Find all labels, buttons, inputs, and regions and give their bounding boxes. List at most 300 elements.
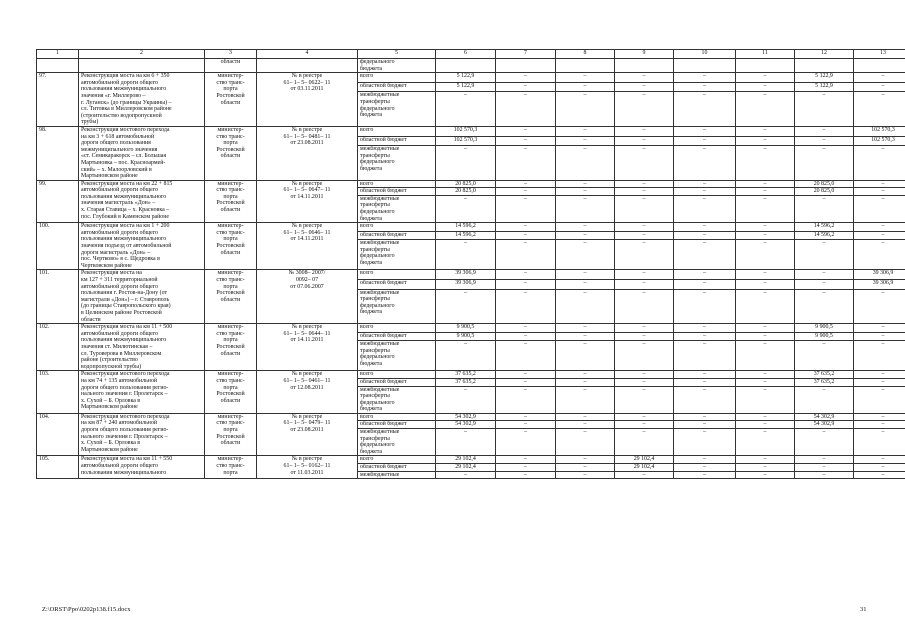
- executor-cell: министер- ство транс- порта Ростовской области: [205, 73, 257, 127]
- value-cell: –: [556, 92, 615, 127]
- value-cell: [556, 59, 615, 73]
- object-name-cell: Реконструкция моста на км 127 + 311 территориальной автомобильной дороги общего пользования г. Ростов-на-Дону (от магистрали «Дон») – г. Ставрополь (до границы Ставропольского края) в Целинском районе Ростовской области: [79, 270, 205, 324]
- value-cell: [795, 59, 854, 73]
- value-cell: –: [736, 324, 795, 332]
- value-cell: –: [736, 126, 795, 136]
- footer-page-number: 31: [860, 606, 867, 613]
- funding-type-cell: межбюджетные трансферты федерального бюджета: [358, 240, 436, 270]
- value-cell: –: [556, 73, 615, 83]
- value-cell: 20 825,0: [436, 188, 496, 196]
- value-cell: –: [736, 340, 795, 370]
- funding-type-cell: межбюджетные трансферты федерального бюджета: [358, 195, 436, 222]
- value-cell: –: [615, 279, 674, 289]
- object-name-cell: Реконструкция моста на км 6 + 350 автомобильной дороги общего пользования межмуниципального значения «г. Миллерово – г. Луганск» (до границы Украины) – сл. Титовка в Миллеровском районе (строительство водопропускной трубы): [79, 73, 205, 127]
- value-cell: –: [795, 289, 854, 324]
- value-cell: –: [854, 82, 905, 92]
- value-cell: 54 302,9: [436, 421, 496, 429]
- value-cell: –: [556, 223, 615, 231]
- value-cell: –: [736, 378, 795, 386]
- value-cell: –: [496, 223, 556, 231]
- value-cell: –: [674, 279, 736, 289]
- value-cell: 20 825,0: [795, 188, 854, 196]
- object-name-cell: [79, 59, 205, 73]
- value-cell: –: [496, 240, 556, 270]
- value-cell: 14 596,2: [436, 231, 496, 239]
- value-cell: 102 570,3: [854, 126, 905, 136]
- value-cell: 29 102,4: [615, 456, 674, 464]
- value-cell: –: [674, 332, 736, 340]
- value-cell: –: [615, 421, 674, 429]
- value-cell: –: [736, 464, 795, 472]
- value-cell: –: [736, 289, 795, 324]
- object-name-cell: Реконструкция мостового перехода на км 74 + 135 автомобильной дороги общего пользования регио- нального значения г. Пролетарск – х. Сухой – Б. Орловка в Мартыновском районе: [79, 371, 205, 414]
- value-cell: –: [615, 92, 674, 127]
- table-row: [37, 456, 905, 464]
- value-cell: –: [556, 413, 615, 421]
- value-cell: –: [674, 136, 736, 146]
- value-cell: [674, 59, 736, 73]
- value-cell: –: [496, 386, 556, 413]
- funding-type-cell: всего: [358, 223, 436, 231]
- value-cell: –: [496, 270, 556, 280]
- value-cell: –: [496, 429, 556, 456]
- value-cell: –: [496, 371, 556, 379]
- value-cell: –: [615, 73, 674, 83]
- table-row: [37, 371, 905, 379]
- value-cell: 5 122,9: [795, 73, 854, 83]
- value-cell: 39 306,9: [436, 270, 496, 280]
- value-cell: –: [674, 231, 736, 239]
- value-cell: 37 635,2: [436, 371, 496, 379]
- value-cell: –: [795, 195, 854, 222]
- value-cell: –: [436, 289, 496, 324]
- row-number-cell: 102.: [37, 324, 79, 371]
- value-cell: –: [556, 240, 615, 270]
- value-cell: –: [496, 279, 556, 289]
- value-cell: –: [615, 146, 674, 181]
- value-cell: –: [736, 471, 795, 479]
- value-cell: –: [795, 240, 854, 270]
- value-cell: –: [736, 270, 795, 280]
- value-cell: 102 570,3: [436, 136, 496, 146]
- value-cell: –: [854, 413, 905, 421]
- funding-type-cell: федерального бюджета: [358, 59, 436, 73]
- funding-type-cell: всего: [358, 270, 436, 280]
- value-cell: –: [615, 340, 674, 370]
- object-name-cell: Реконструкция моста на км 22 + 815 автомобильной дороги общего пользования межмуниципального значения магистраль «Дон» – х. Старая Ставица – х. Красновка – пос. Глубокий в Каменском районе: [79, 180, 205, 223]
- value-cell: –: [556, 180, 615, 188]
- column-header-1: 1: [37, 50, 79, 59]
- funding-type-cell: областной бюджет: [358, 421, 436, 429]
- value-cell: –: [736, 421, 795, 429]
- value-cell: –: [556, 464, 615, 472]
- executor-cell: области: [205, 59, 257, 73]
- value-cell: –: [736, 456, 795, 464]
- row-number-cell: 100.: [37, 223, 79, 270]
- value-cell: 29 102,4: [436, 456, 496, 464]
- value-cell: 29 102,4: [436, 464, 496, 472]
- registry-cell: № в реестре 61– 1– 5– 0481– 11 от 23.08.2011: [257, 126, 358, 180]
- value-cell: 9 900,5: [436, 332, 496, 340]
- value-cell: –: [674, 188, 736, 196]
- value-cell: –: [854, 92, 905, 127]
- value-cell: –: [496, 378, 556, 386]
- value-cell: –: [854, 456, 905, 464]
- executor-cell: министер- ство транс- порта Ростовской области: [205, 413, 257, 456]
- value-cell: [496, 59, 556, 73]
- value-cell: –: [854, 146, 905, 181]
- value-cell: –: [556, 340, 615, 370]
- table-row: [37, 413, 905, 421]
- table-row: [37, 73, 905, 83]
- value-cell: –: [795, 471, 854, 479]
- value-cell: 20 825,0: [436, 180, 496, 188]
- funding-type-cell: областной бюджет: [358, 332, 436, 340]
- value-cell: –: [496, 231, 556, 239]
- value-cell: –: [556, 82, 615, 92]
- value-cell: 5 122,9: [436, 82, 496, 92]
- value-cell: –: [736, 386, 795, 413]
- value-cell: –: [436, 471, 496, 479]
- value-cell: 39 306,9: [436, 279, 496, 289]
- value-cell: –: [615, 429, 674, 456]
- value-cell: –: [436, 240, 496, 270]
- funding-type-cell: межбюджетные трансферты федерального бюджета: [358, 340, 436, 370]
- value-cell: –: [674, 126, 736, 136]
- value-cell: –: [496, 126, 556, 136]
- value-cell: –: [674, 82, 736, 92]
- value-cell: –: [736, 413, 795, 421]
- registry-cell: № в реестре 61– 1– 5– 0479– 11 от 23.08.2011: [257, 413, 358, 456]
- table-row: [37, 223, 905, 231]
- column-header-9: 9: [615, 50, 674, 59]
- value-cell: –: [854, 421, 905, 429]
- value-cell: –: [854, 332, 905, 340]
- value-cell: –: [496, 92, 556, 127]
- value-cell: –: [556, 378, 615, 386]
- value-cell: –: [615, 270, 674, 280]
- value-cell: –: [615, 240, 674, 270]
- value-cell: –: [854, 195, 905, 222]
- value-cell: –: [615, 413, 674, 421]
- table-row: [37, 324, 905, 332]
- value-cell: –: [674, 324, 736, 332]
- value-cell: –: [854, 180, 905, 188]
- value-cell: –: [674, 456, 736, 464]
- value-cell: [736, 59, 795, 73]
- value-cell: –: [556, 332, 615, 340]
- value-cell: –: [674, 240, 736, 270]
- value-cell: –: [615, 126, 674, 136]
- value-cell: 29 102,4: [615, 464, 674, 472]
- value-cell: –: [556, 270, 615, 280]
- funding-type-cell: областной бюджет: [358, 136, 436, 146]
- funding-type-cell: областной бюджет: [358, 464, 436, 472]
- value-cell: –: [615, 180, 674, 188]
- value-cell: –: [496, 413, 556, 421]
- value-cell: –: [615, 223, 674, 231]
- executor-cell: министер- ство транс- порта Ростовской области: [205, 324, 257, 371]
- value-cell: –: [496, 73, 556, 83]
- value-cell: –: [674, 378, 736, 386]
- value-cell: –: [436, 195, 496, 222]
- row-number-cell: 101.: [37, 270, 79, 324]
- column-number-header: [37, 50, 905, 59]
- value-cell: –: [556, 386, 615, 413]
- value-cell: –: [496, 471, 556, 479]
- object-name-cell: Реконструкция моста на км 1 + 200 автомобильной дороги общего пользования межмуниципального значения подъезд от автомобильной дороги магистраль «Дон» – пос. Чертково» в с. Щедровка в Чертковском районе: [79, 223, 205, 270]
- column-header-11: 11: [736, 50, 795, 59]
- funding-type-cell: всего: [358, 413, 436, 421]
- value-cell: 39 306,9: [854, 279, 905, 289]
- value-cell: –: [854, 240, 905, 270]
- row-number-cell: 105.: [37, 456, 79, 479]
- executor-cell: министер- ство транс- порта: [205, 456, 257, 479]
- value-cell: –: [736, 136, 795, 146]
- row-number-cell: 99.: [37, 180, 79, 223]
- value-cell: –: [736, 332, 795, 340]
- value-cell: [854, 59, 905, 73]
- value-cell: 54 302,9: [795, 413, 854, 421]
- value-cell: –: [795, 270, 854, 280]
- value-cell: [436, 59, 496, 73]
- value-cell: 37 635,2: [795, 371, 854, 379]
- budget-table-sheet: [36, 49, 895, 479]
- value-cell: 54 302,9: [436, 413, 496, 421]
- funding-type-cell: межбюджетные трансферты федерального бюджета: [358, 289, 436, 324]
- executor-cell: министер- ство транс- порта Ростовской области: [205, 371, 257, 414]
- funding-type-cell: областной бюджет: [358, 279, 436, 289]
- value-cell: –: [736, 429, 795, 456]
- column-header-3: 3: [205, 50, 257, 59]
- value-cell: –: [736, 73, 795, 83]
- column-header-6: 6: [436, 50, 496, 59]
- value-cell: –: [795, 456, 854, 464]
- value-cell: –: [736, 180, 795, 188]
- row-number-cell: 103.: [37, 371, 79, 414]
- object-name-cell: Реконструкция моста на км 11 + 550 автомобильной дороги общего пользования межмуниципального: [79, 456, 205, 479]
- value-cell: –: [854, 386, 905, 413]
- value-cell: [615, 59, 674, 73]
- registry-cell: № в реестре 61– 1– 5– 0622– 11 от 03.11.2011: [257, 73, 358, 127]
- value-cell: –: [615, 136, 674, 146]
- column-header-4: 4: [257, 50, 358, 59]
- value-cell: 14 596,2: [795, 231, 854, 239]
- funding-type-cell: областной бюджет: [358, 378, 436, 386]
- value-cell: –: [795, 429, 854, 456]
- value-cell: 9 900,5: [436, 324, 496, 332]
- funding-type-cell: межбюджетные трансферты федерального бюджета: [358, 429, 436, 456]
- value-cell: –: [736, 195, 795, 222]
- value-cell: –: [615, 332, 674, 340]
- value-cell: –: [795, 386, 854, 413]
- value-cell: –: [615, 195, 674, 222]
- value-cell: –: [556, 136, 615, 146]
- value-cell: –: [736, 146, 795, 181]
- value-cell: –: [736, 371, 795, 379]
- value-cell: –: [674, 195, 736, 222]
- value-cell: 14 596,2: [436, 223, 496, 231]
- value-cell: –: [436, 92, 496, 127]
- value-cell: –: [556, 231, 615, 239]
- value-cell: –: [615, 188, 674, 196]
- value-cell: –: [496, 136, 556, 146]
- value-cell: –: [736, 92, 795, 127]
- funding-type-cell: всего: [358, 324, 436, 332]
- value-cell: –: [795, 340, 854, 370]
- value-cell: –: [795, 279, 854, 289]
- row-number-cell: 97.: [37, 73, 79, 127]
- funding-type-cell: межбюджетные трансферты федерального бюджета: [358, 146, 436, 181]
- funding-type-cell: всего: [358, 73, 436, 83]
- executor-cell: министер- ство транс- порта Ростовской области: [205, 223, 257, 270]
- row-number-cell: 98.: [37, 126, 79, 180]
- value-cell: –: [854, 231, 905, 239]
- value-cell: –: [674, 413, 736, 421]
- value-cell: –: [556, 188, 615, 196]
- executor-cell: министер- ство транс- порта Ростовской области: [205, 126, 257, 180]
- value-cell: 20 825,0: [795, 180, 854, 188]
- value-cell: –: [556, 195, 615, 222]
- value-cell: –: [615, 371, 674, 379]
- funding-type-cell: межбюджетные трансферты федерального бюджета: [358, 386, 436, 413]
- value-cell: –: [854, 289, 905, 324]
- value-cell: 9 900,5: [795, 332, 854, 340]
- funding-type-cell: межбюджетные трансферты федерального бюджета: [358, 92, 436, 127]
- value-cell: –: [854, 73, 905, 83]
- funding-type-cell: всего: [358, 180, 436, 188]
- value-cell: 102 570,3: [436, 126, 496, 136]
- column-header-12: 12: [795, 50, 854, 59]
- value-cell: –: [736, 82, 795, 92]
- funding-type-cell: областной бюджет: [358, 231, 436, 239]
- funding-type-cell: всего: [358, 126, 436, 136]
- value-cell: –: [496, 324, 556, 332]
- value-cell: –: [615, 471, 674, 479]
- value-cell: –: [496, 464, 556, 472]
- value-cell: –: [556, 126, 615, 136]
- value-cell: –: [615, 324, 674, 332]
- value-cell: –: [736, 240, 795, 270]
- column-header-2: 2: [79, 50, 205, 59]
- value-cell: –: [854, 340, 905, 370]
- value-cell: –: [854, 471, 905, 479]
- funding-type-cell: областной бюджет: [358, 82, 436, 92]
- funding-type-cell: всего: [358, 371, 436, 379]
- value-cell: –: [556, 456, 615, 464]
- value-cell: –: [854, 324, 905, 332]
- value-cell: –: [674, 464, 736, 472]
- value-cell: –: [496, 421, 556, 429]
- value-cell: –: [674, 73, 736, 83]
- value-cell: –: [496, 180, 556, 188]
- column-header-7: 7: [496, 50, 556, 59]
- registry-cell: № в реестре 61– 1– 5– 0647– 11 от 14.11.2011: [257, 180, 358, 223]
- value-cell: –: [736, 223, 795, 231]
- value-cell: –: [615, 378, 674, 386]
- value-cell: –: [615, 231, 674, 239]
- table-row: [37, 180, 905, 188]
- value-cell: –: [674, 92, 736, 127]
- funding-type-cell: всего: [358, 456, 436, 464]
- footer-file-path: Z:\ORST\Ppo\0202p138.f15.docx: [42, 606, 131, 613]
- registry-cell: [257, 59, 358, 73]
- value-cell: –: [436, 429, 496, 456]
- value-cell: 37 635,2: [795, 378, 854, 386]
- value-cell: –: [854, 223, 905, 231]
- value-cell: –: [496, 456, 556, 464]
- value-cell: 39 306,9: [854, 270, 905, 280]
- object-name-cell: Реконструкция мостового перехода на км 3 + 618 автомобильной дороги общего пользования межмуниципального значения «ст. Семикаракорск – сл. Большая Мартыновка – пос. Красноармей- ский» – х. Малоорловский в Мартыновском районе: [79, 126, 205, 180]
- value-cell: –: [674, 223, 736, 231]
- object-name-cell: Реконструкция мостового перехода на км 87 + 240 автомобильной дороги общего пользования регио- нального значения г. Пролетарск – х. Сухой – Б. Орловка в Мартыновском районе: [79, 413, 205, 456]
- object-name-cell: Реконструкция моста на км 11 + 500 автомобильной дороги общего пользования межмуниципального значения ст. Милютинская – сл. Туроверова в Миллеровском районе (строительство водопропускной трубы): [79, 324, 205, 371]
- table-row: [37, 126, 905, 136]
- value-cell: –: [795, 136, 854, 146]
- executor-cell: министер- ство транс- порта Ростовской области: [205, 270, 257, 324]
- value-cell: –: [736, 231, 795, 239]
- value-cell: –: [674, 270, 736, 280]
- row-number-cell: 104.: [37, 413, 79, 456]
- value-cell: –: [496, 289, 556, 324]
- funding-type-cell: межбюджетные: [358, 471, 436, 479]
- value-cell: 102 570,3: [854, 136, 905, 146]
- funding-type-cell: областной бюджет: [358, 188, 436, 196]
- table-row: [37, 270, 905, 280]
- value-cell: –: [436, 386, 496, 413]
- column-header-10: 10: [674, 50, 736, 59]
- value-cell: –: [496, 146, 556, 181]
- value-cell: –: [496, 332, 556, 340]
- value-cell: –: [496, 188, 556, 196]
- row-number-cell: [37, 59, 79, 73]
- budget-table: [36, 49, 905, 479]
- value-cell: –: [615, 82, 674, 92]
- value-cell: 5 122,9: [436, 73, 496, 83]
- carry-over-row: [37, 59, 905, 73]
- value-cell: –: [854, 464, 905, 472]
- value-cell: 14 596,2: [795, 223, 854, 231]
- value-cell: –: [674, 371, 736, 379]
- value-cell: –: [556, 371, 615, 379]
- value-cell: –: [556, 421, 615, 429]
- registry-cell: № в реестре 61– 1– 5– 0646– 11 от 14.11.2011: [257, 223, 358, 270]
- value-cell: 9 900,5: [795, 324, 854, 332]
- value-cell: –: [556, 324, 615, 332]
- registry-cell: № в реестре 61– 1– 5– 0162– 11 от 11.03.2011: [257, 456, 358, 479]
- value-cell: –: [496, 195, 556, 222]
- value-cell: –: [854, 188, 905, 196]
- value-cell: –: [556, 146, 615, 181]
- value-cell: –: [736, 188, 795, 196]
- value-cell: –: [674, 180, 736, 188]
- value-cell: –: [556, 279, 615, 289]
- value-cell: –: [556, 429, 615, 456]
- value-cell: –: [674, 471, 736, 479]
- value-cell: –: [615, 289, 674, 324]
- value-cell: –: [674, 421, 736, 429]
- value-cell: 54 302,9: [795, 421, 854, 429]
- value-cell: –: [436, 146, 496, 181]
- value-cell: –: [615, 386, 674, 413]
- value-cell: –: [496, 82, 556, 92]
- value-cell: –: [674, 289, 736, 324]
- value-cell: –: [496, 340, 556, 370]
- value-cell: –: [674, 340, 736, 370]
- value-cell: –: [854, 371, 905, 379]
- registry-cell: № в реестре 61– 1– 5– 0461– 11 от 12.08.2011: [257, 371, 358, 414]
- value-cell: –: [674, 386, 736, 413]
